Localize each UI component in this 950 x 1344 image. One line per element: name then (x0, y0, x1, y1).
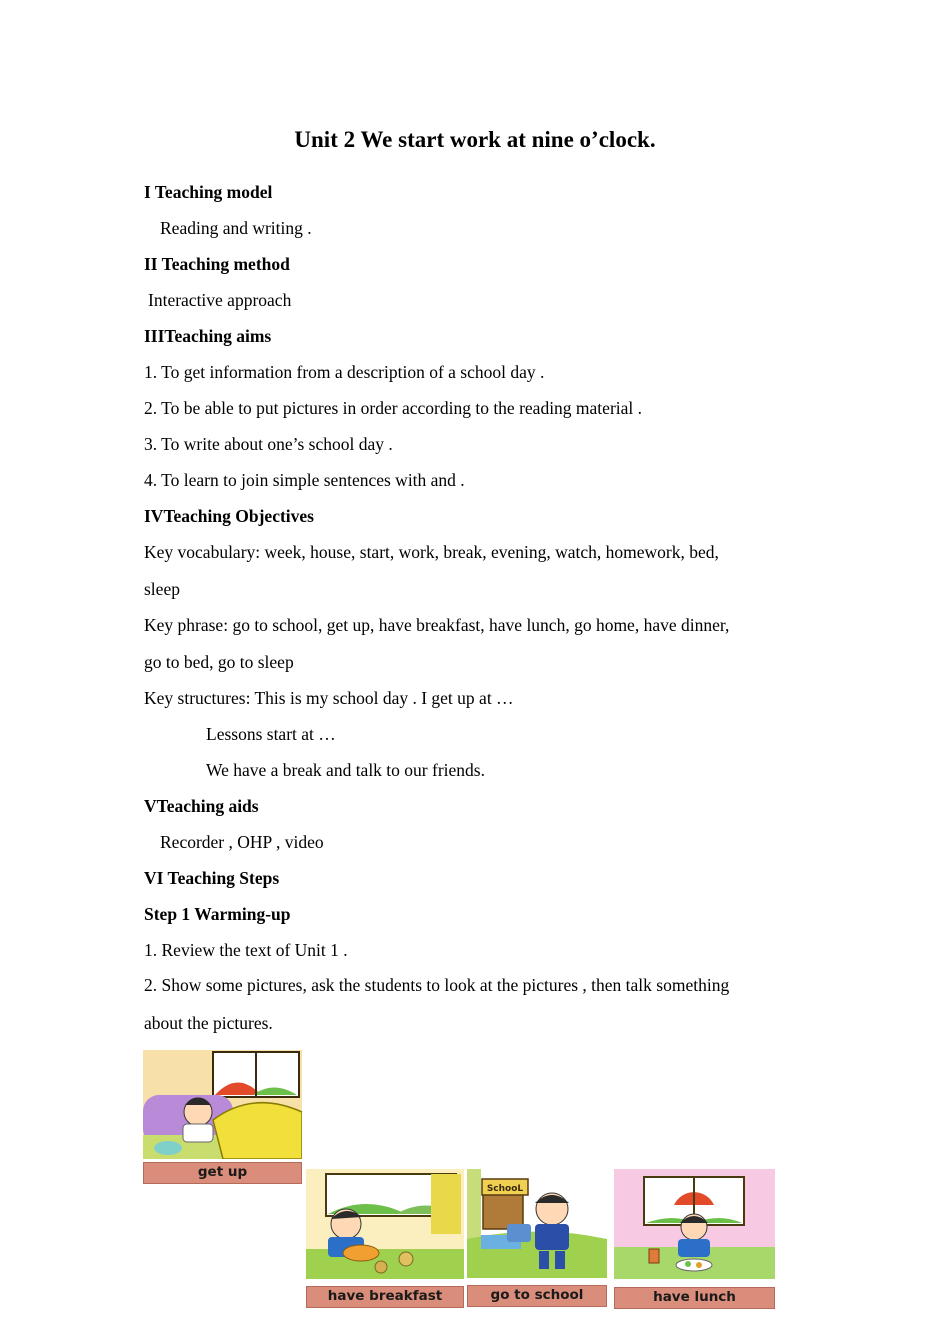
school-sign-text: SchooL (486, 1184, 524, 1194)
go-to-school-picture (467, 1169, 607, 1278)
aim-item: 3. To write about one’s school day . (144, 434, 393, 454)
aim-item: 1. To get information from a description of a school day . (144, 362, 545, 382)
text-line: Interactive approach (148, 290, 292, 310)
caption-get-up: get up (143, 1162, 302, 1184)
aim-item: 2. To be able to put pictures in order according to the reading material . (144, 398, 643, 418)
heading-teaching-aims: IIITeaching aims (144, 326, 272, 346)
heading-teaching-method: II Teaching method (144, 254, 290, 274)
step-item: 2. Show some pictures, ask the students to look at the pictures , then talk something (144, 975, 730, 995)
caption-go-to-school: go to school (467, 1285, 607, 1307)
step-item: 1. Review the text of Unit 1 . (144, 940, 348, 960)
get-up-picture (143, 1050, 302, 1159)
text-line: We have a break and talk to our friends. (206, 760, 485, 780)
heading-teaching-steps: VI Teaching Steps (144, 868, 280, 888)
have-breakfast-picture (306, 1169, 464, 1279)
caption-have-lunch: have lunch (614, 1287, 775, 1309)
text-line: about the pictures. (144, 1013, 273, 1033)
have-lunch-picture (614, 1169, 775, 1279)
text-line: Lessons start at … (206, 724, 336, 744)
document-title: Unit 2 We start work at nine o’clock. (294, 127, 656, 152)
heading-teaching-model: I Teaching model (144, 182, 273, 202)
aim-item: 4. To learn to join simple sentences with and . (144, 470, 465, 490)
text-line: go to bed, go to sleep (144, 652, 294, 672)
heading-teaching-objectives: IVTeaching Objectives (144, 506, 314, 526)
text-line: Key phrase: go to school, get up, have breakfast, have lunch, go home, have dinner, (144, 615, 730, 635)
text-line: Key vocabulary: week, house, start, work, break, evening, watch, homework, bed, (144, 542, 719, 562)
text-line: Key structures: This is my school day . I get up at … (144, 688, 514, 708)
text-line: sleep (144, 579, 180, 599)
text-line: Recorder , OHP , video (160, 832, 324, 852)
caption-have-breakfast: have breakfast (306, 1286, 464, 1308)
heading-teaching-aids: VTeaching aids (144, 796, 259, 816)
heading-step-1: Step 1 Warming-up (144, 904, 291, 924)
text-line: Reading and writing . (160, 218, 312, 238)
